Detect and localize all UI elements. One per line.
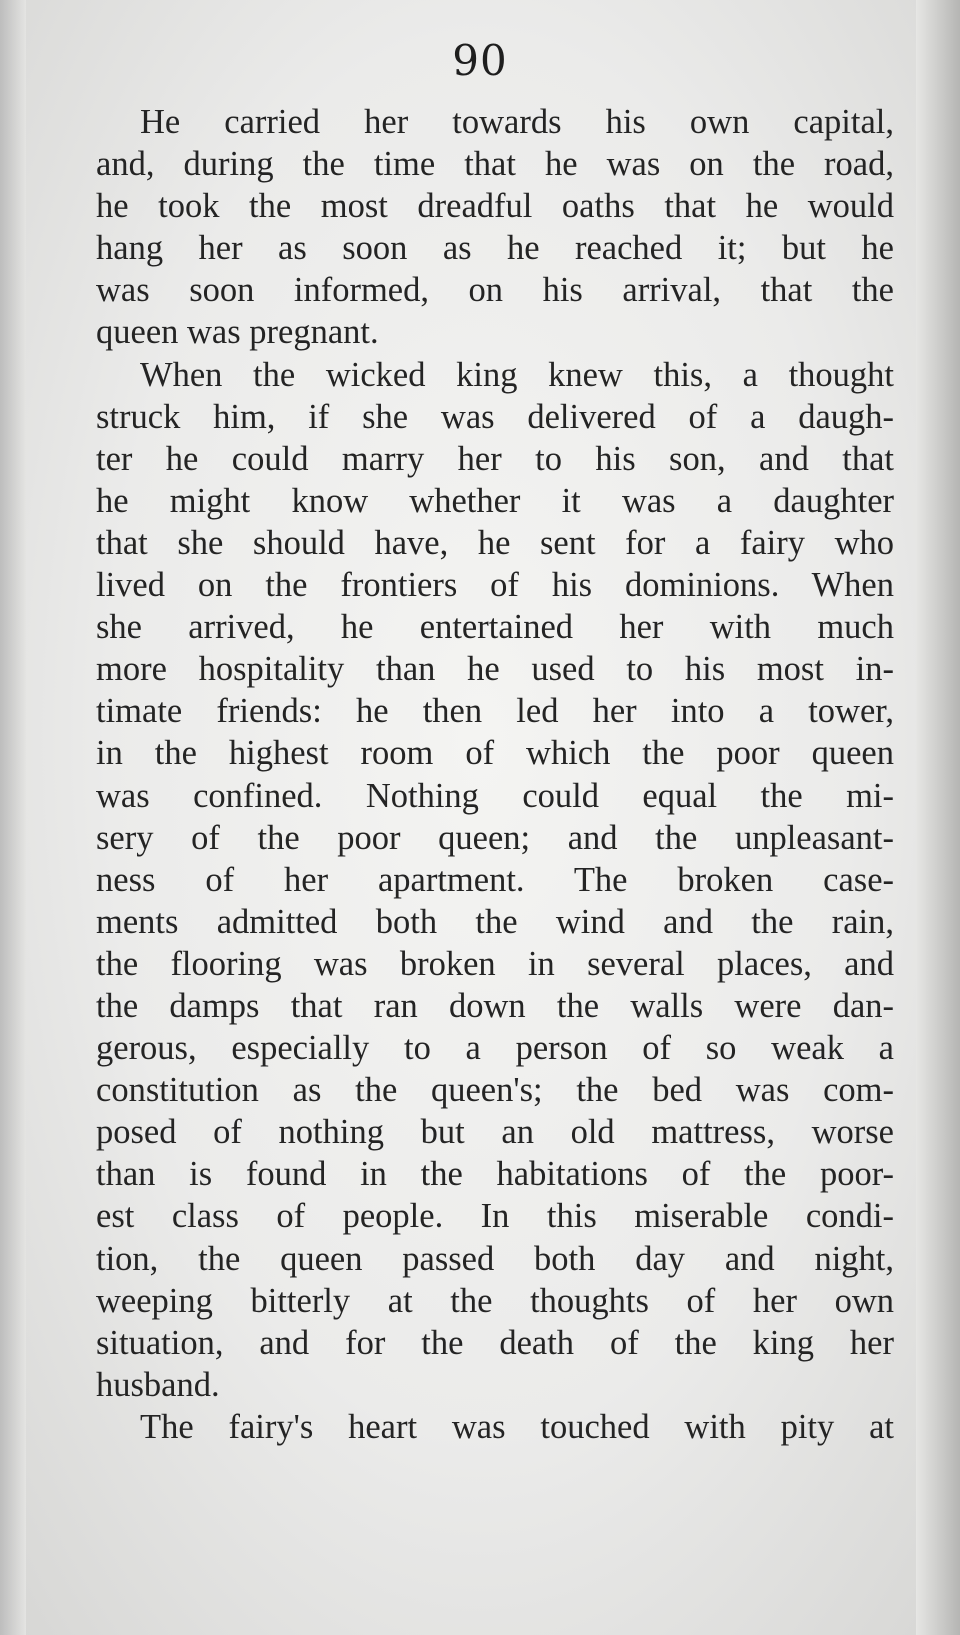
text-line: hang her as soon as he reached it; but he [96, 229, 894, 268]
text-line: more hospitality than he used to his most in- [96, 650, 894, 689]
text-line: queen was pregnant. [96, 313, 379, 352]
text-line: ments admitted both the wind and the rain, [96, 902, 894, 941]
page-number: 90 [452, 36, 508, 85]
text-line: that she should have, he sent for a fairy who [96, 523, 894, 562]
text-line: she arrived, he entertained her with much [96, 608, 894, 647]
text-line: and, during the time that he was on the road, [96, 145, 894, 184]
text-line: constitution as the queen's; the bed was com- [96, 1071, 894, 1110]
text-line: he took the most dreadful oaths that he would [96, 187, 894, 226]
text-line: struck him, if she was delivered of a daugh- [96, 397, 894, 436]
text-line: timate friends: he then led her into a tower, [96, 692, 894, 731]
text-line: situation, and for the death of the king her [96, 1323, 894, 1362]
text-line: he might know whether it was a daughter [96, 481, 894, 520]
text-line: ter he could marry her to his son, and that [96, 439, 894, 478]
text-line: the flooring was broken in several places, and [96, 944, 894, 983]
text-line: He carried her towards his own capital, [140, 103, 894, 141]
text-line: The fairy's heart was touched with pity at [140, 1407, 894, 1446]
text-line: When the wicked king knew this, a thought [140, 355, 894, 394]
text-line: ness of her apartment. The broken case- [96, 860, 894, 899]
text-line: gerous, especially to a person of so weak a [96, 1029, 894, 1068]
text-line: in the highest room of which the poor queen [96, 734, 894, 773]
page-edge-left [0, 0, 26, 1635]
body-text [96, 101, 894, 1448]
text-line: sery of the poor queen; and the unpleasant- [96, 818, 894, 857]
text-line: tion, the queen passed both day and night, [96, 1239, 894, 1278]
text-line: est class of people. In this miserable condi- [96, 1197, 894, 1236]
text-line: was confined. Nothing could equal the mi- [96, 776, 894, 815]
page-edge-right [916, 0, 960, 1635]
text-line: husband. [96, 1365, 220, 1404]
text-line: was soon informed, on his arrival, that the [96, 271, 894, 310]
text-line: lived on the frontiers of his dominions. When [96, 566, 894, 605]
text-line: weeping bitterly at the thoughts of her own [96, 1281, 894, 1320]
text-line: the damps that ran down the walls were dan- [96, 986, 894, 1025]
text-line: posed of nothing but an old mattress, worse [96, 1113, 894, 1152]
text-line: than is found in the habitations of the poor- [96, 1155, 894, 1194]
